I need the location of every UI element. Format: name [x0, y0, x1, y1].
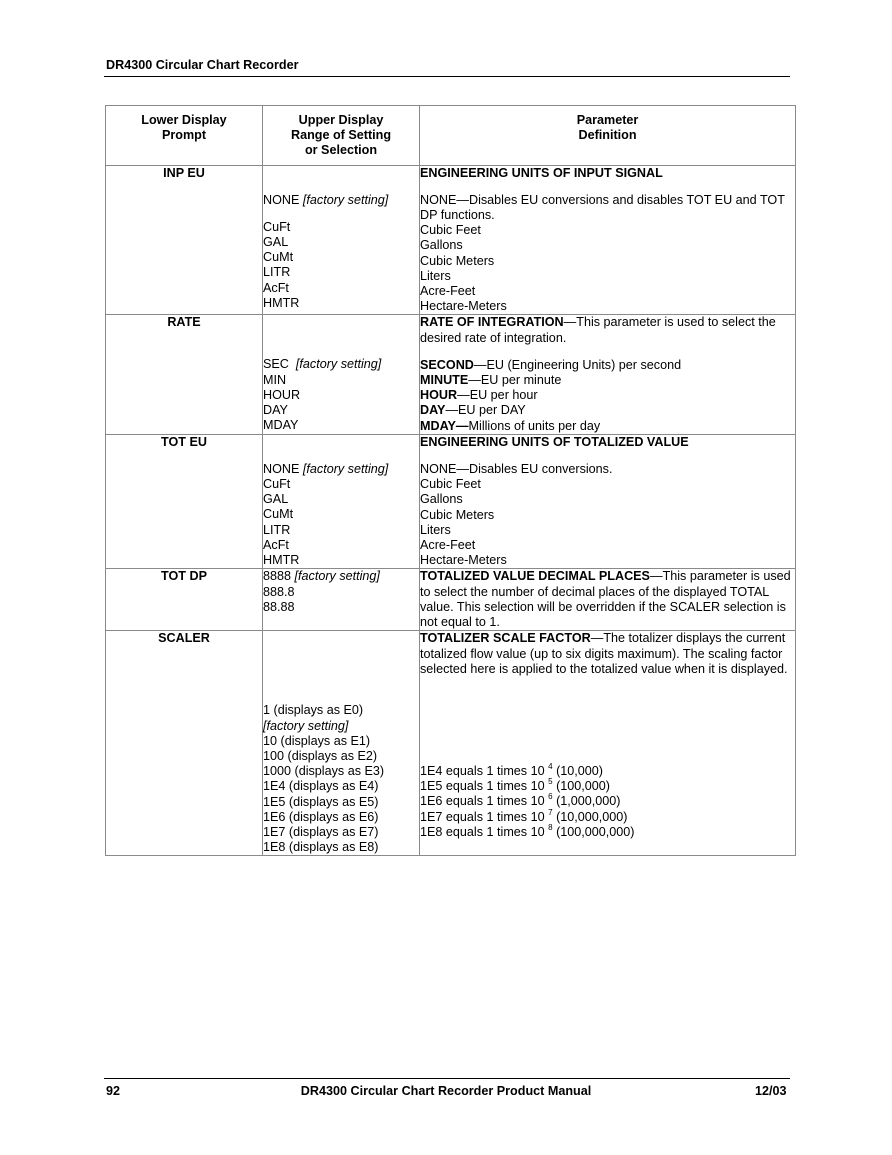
prompt-cell	[106, 315, 263, 434]
setting-option: AcFt	[263, 537, 289, 552]
setting-option: CuFt	[263, 219, 291, 234]
table-row	[106, 315, 796, 434]
definition-item: SECOND—EU (Engineering Units) per second	[420, 357, 682, 372]
scale-equation: 1E7 equals 1 times 10 $^7$ (10,000,000)	[420, 807, 628, 824]
prompt-label: TOT DP	[161, 569, 207, 584]
definition-item: Gallons	[420, 492, 463, 507]
setting-option: MIN	[263, 372, 287, 387]
setting-option: LITR	[263, 522, 291, 537]
footer-manual-title: DR4300 Circular Chart Recorder Product Manual	[300, 1084, 592, 1098]
definition-item: Hectare-Meters	[420, 299, 507, 314]
setting-option: HMTR	[263, 553, 300, 568]
setting-option: MDAY	[263, 418, 299, 433]
scale-equation: 1E5 equals 1 times 10 $^5$ (100,000)	[420, 777, 610, 794]
definition-cell	[420, 569, 796, 631]
setting-option: 10 (displays as E1)	[263, 733, 371, 748]
definition-text: NONE—Disables EU conversions and disables TOT EU and TOT DP functions.	[420, 192, 785, 223]
scale-equation: 1E8 equals 1 times 10 $^8$ (100,000,000)	[420, 822, 635, 839]
setting-cell	[263, 434, 420, 569]
prompt-label: SCALER	[158, 631, 210, 646]
setting-option: GAL	[263, 492, 289, 507]
prompt-label: INP EU	[163, 165, 205, 180]
setting-cell	[263, 165, 420, 315]
setting-option: CuMt	[263, 507, 294, 522]
setting-option: HMTR	[263, 295, 300, 310]
definition-cell	[420, 315, 796, 434]
setting-cell	[263, 631, 420, 856]
definition-item: Liters	[420, 268, 451, 283]
setting-option: 1000 (displays as E3)	[263, 764, 385, 779]
page-header-title: DR4300 Circular Chart Recorder	[106, 58, 299, 72]
scale-equation: 1E4 equals 1 times 10 $^4$ (10,000)	[420, 761, 603, 778]
setting-option: 1E4 (displays as E4)	[263, 779, 379, 794]
parameter-table	[105, 105, 796, 856]
header-divider	[104, 76, 790, 77]
setting-option: LITR	[263, 265, 291, 280]
prompt-cell	[106, 569, 263, 631]
header-line: Upper Display	[298, 113, 384, 127]
factory-setting-note: [factory setting]	[263, 718, 349, 733]
footer-date: 12/03	[755, 1084, 787, 1098]
header-line: Range of Setting	[290, 128, 392, 143]
definition-item: Gallons	[420, 238, 463, 253]
definition-item: Hectare-Meters	[420, 553, 507, 568]
setting-option: 1E8 (displays as E8)	[263, 840, 379, 855]
factory-setting-note: [factory setting]	[302, 192, 389, 207]
setting-option: 1E5 (displays as E5)	[263, 794, 379, 809]
definition-text: NONE—Disables EU conversions.	[420, 462, 613, 477]
definition-item: Cubic Feet	[420, 477, 481, 492]
footer-divider	[104, 1078, 790, 1079]
factory-setting-note: [factory setting]	[302, 461, 389, 476]
definition-cell	[420, 165, 796, 315]
definition-item: Acre-Feet	[420, 284, 476, 299]
setting-cell	[263, 315, 420, 434]
definition-heading: TOTALIZER SCALE FACTOR—The totalizer displays the current totalized flow value (up to six digits maximum). The scaling factor selected here is applied to the totalized value when it is displayed.	[420, 631, 788, 676]
setting-option: HOUR	[263, 387, 301, 402]
setting-option: 1 (displays as E0)	[263, 703, 364, 718]
definition-cell	[420, 434, 796, 569]
definition-item: MDAY—Millions of units per day	[420, 418, 601, 433]
setting-option: 888.8	[263, 584, 295, 599]
setting-option: 8888 [factory setting]	[263, 569, 380, 584]
definition-heading: ENGINEERING UNITS OF INPUT SIGNAL	[420, 165, 663, 180]
definition-heading: RATE OF INTEGRATION—This parameter is used to select the desired rate of integration.	[420, 315, 776, 345]
setting-option: 1E6 (displays as E6)	[263, 809, 379, 824]
table-row	[106, 434, 796, 569]
definition-item: Cubic Meters	[420, 253, 495, 268]
setting-option: CuMt	[263, 250, 294, 265]
header-line: Lower Display	[141, 113, 227, 127]
setting-option: SEC [factory setting]	[263, 357, 382, 372]
factory-setting-note: [factory setting]	[294, 569, 380, 584]
setting-option: 1E7 (displays as E7)	[263, 824, 379, 839]
setting-option: 100 (displays as E2)	[263, 748, 378, 763]
definition-item: DAY—EU per DAY	[420, 403, 526, 418]
definition-heading: ENGINEERING UNITS OF TOTALIZED VALUE	[420, 434, 689, 449]
prompt-cell	[106, 165, 263, 315]
definition-item: Cubic Meters	[420, 507, 495, 522]
definition-item: HOUR—EU per hour	[420, 388, 538, 403]
definition-heading: TOTALIZED VALUE DECIMAL PLACES—This parameter is used to select the number of decimal places of the displayed TOTAL value. This selection will be overridden if the SCALER selection is not equal to 1.	[420, 569, 791, 630]
table-row	[106, 569, 796, 631]
column-header-prompt	[106, 106, 263, 166]
table-header-row	[106, 106, 796, 166]
definition-item: Liters	[420, 522, 451, 537]
header-line: Definition	[578, 128, 637, 143]
setting-option: CuFt	[263, 477, 291, 492]
setting-cell	[263, 569, 420, 631]
definition-item: Acre-Feet	[420, 538, 476, 553]
setting-option: NONE [factory setting]	[263, 461, 389, 476]
setting-option: GAL	[263, 235, 289, 250]
setting-option: DAY	[263, 403, 288, 418]
setting-option: NONE [factory setting]	[263, 192, 389, 207]
prompt-label: RATE	[167, 315, 201, 330]
factory-setting-note: [factory setting]	[295, 357, 382, 372]
prompt-cell	[106, 434, 263, 569]
header-line: Prompt	[161, 128, 207, 143]
header-line: or Selection	[304, 143, 378, 158]
prompt-label: TOT EU	[161, 434, 207, 449]
definition-item: Cubic Feet	[420, 223, 481, 238]
table-row	[106, 165, 796, 315]
column-header-range	[263, 106, 420, 166]
column-header-definition	[420, 106, 796, 166]
setting-option: 88.88	[263, 599, 295, 614]
definition-item: MINUTE—EU per minute	[420, 373, 562, 388]
table-row	[106, 631, 796, 856]
scale-equation: 1E6 equals 1 times 10 $^6$ (1,000,000)	[420, 792, 621, 809]
setting-option: AcFt	[263, 280, 289, 295]
header-line: Parameter	[576, 113, 639, 127]
page-number: 92	[106, 1084, 121, 1098]
prompt-cell	[106, 631, 263, 856]
definition-cell	[420, 631, 796, 856]
